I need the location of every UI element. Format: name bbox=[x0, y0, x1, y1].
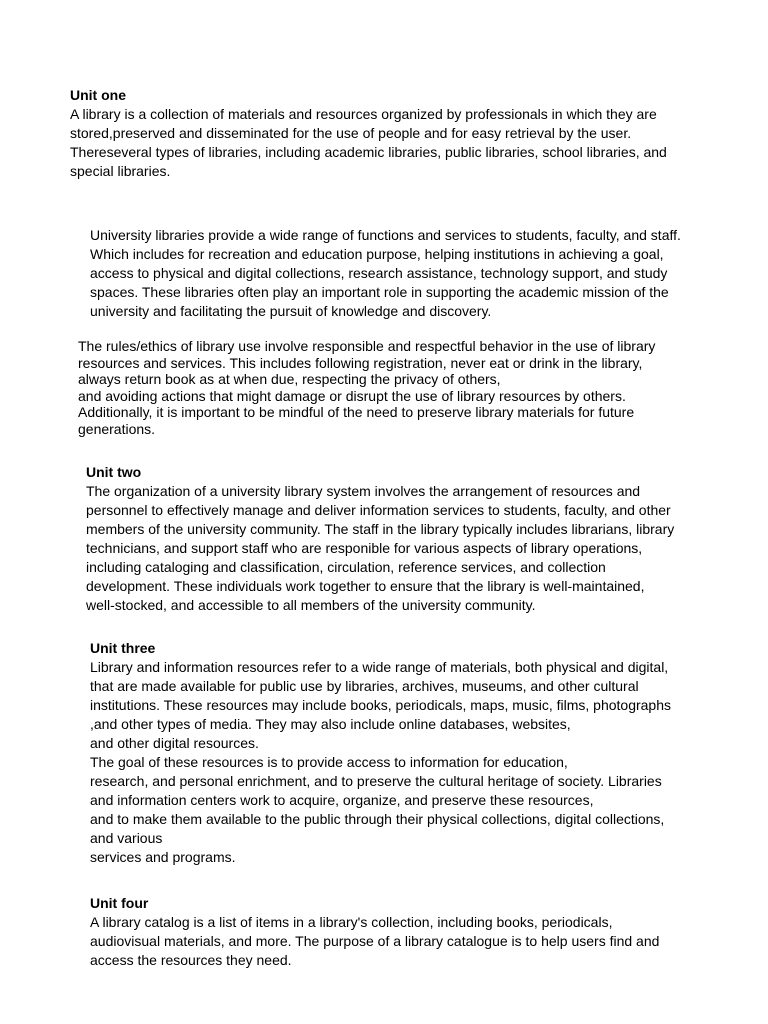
section-library-rules bbox=[78, 338, 655, 437]
section-unit-four bbox=[90, 894, 659, 970]
paragraph-line: institutions. These resources may include books, periodicals, maps, music, films, photographs bbox=[90, 697, 672, 713]
paragraph-line: personnel to effectively manage and deliver information services to students, faculty, and other bbox=[86, 502, 671, 518]
paragraph-line: university and facilitating the pursuit of knowledge and discovery. bbox=[90, 303, 492, 319]
paragraph-line: and other digital resources. bbox=[90, 735, 259, 751]
paragraph-line: access the resources they need. bbox=[90, 952, 292, 968]
paragraph-line: The organization of a university library system involves the arrangement of resources and bbox=[86, 483, 641, 499]
paragraph-line: stored,preserved and disseminated for the use of people and for easy retrieval by the user. bbox=[70, 125, 632, 141]
section-unit-two bbox=[86, 463, 674, 615]
section-heading: Unit three bbox=[90, 640, 156, 656]
paragraph-line: ,and other types of media. They may also include online databases, websites, bbox=[90, 716, 571, 732]
paragraph-line: generations. bbox=[78, 420, 156, 437]
paragraph-line: A library is a collection of materials and resources organized by professionals in which they are bbox=[70, 106, 657, 122]
section-unit-three bbox=[90, 639, 671, 867]
paragraph-line: research, and personal enrichment, and to preserve the cultural heritage of society. Libraries bbox=[90, 773, 662, 789]
section-heading: Unit two bbox=[86, 464, 142, 480]
paragraph-line: and various bbox=[90, 830, 163, 846]
section-heading: Unit one bbox=[70, 87, 126, 103]
paragraph-line: well-stocked, and accessible to all members of the university community. bbox=[86, 597, 536, 613]
paragraph-line: that are made available for public use by libraries, archives, museums, and other cultural bbox=[90, 678, 639, 694]
section-unit-one bbox=[70, 86, 667, 181]
paragraph-line: Library and information resources refer to a wide range of materials, both physical and digital, bbox=[90, 659, 669, 675]
section-heading: Unit four bbox=[90, 895, 149, 911]
paragraph-line: University libraries provide a wide range of functions and services to students, faculty, and staff. bbox=[90, 227, 681, 243]
paragraph-line: and information centers work to acquire, organize, and preserve these resources, bbox=[90, 792, 594, 808]
paragraph-line: always return book as at when due, respecting the privacy of others, bbox=[78, 371, 501, 387]
paragraph-line: and to make them available to the public through their physical collections, digital collections, bbox=[90, 811, 665, 827]
paragraph-line: The goal of these resources is to provide access to information for education, bbox=[90, 754, 568, 770]
paragraph-line: spaces. These libraries often play an important role in supporting the academic mission of the bbox=[90, 284, 669, 300]
paragraph-line: members of the university community. The staff in the library typically includes librarians, library bbox=[86, 521, 675, 537]
paragraph-line: The rules/ethics of library use involve responsible and respectful behavior in the use of library bbox=[78, 338, 656, 354]
paragraph-line: technicians, and support staff who are responible for various aspects of library operations, bbox=[86, 540, 643, 556]
paragraph-line: audiovisual materials, and more. The purpose of a library catalogue is to help users find and bbox=[90, 933, 660, 949]
section-university-libraries bbox=[90, 226, 681, 321]
paragraph-line: Thereseveral types of libraries, including academic libraries, public libraries, school libraries, and bbox=[70, 144, 667, 160]
paragraph-line: Additionally, it is important to be mindful of the need to preserve library materials for future bbox=[78, 404, 635, 420]
paragraph-line: Which includes for recreation and education purpose, helping institutions in achieving a goal, bbox=[90, 246, 664, 262]
paragraph-line: development. These individuals work together to ensure that the library is well-maintained, bbox=[86, 578, 645, 594]
paragraph-line: access to physical and digital collections, research assistance, technology support, and study bbox=[90, 265, 668, 281]
paragraph-line: resources and services. This includes following registration, never eat or drink in the library, bbox=[78, 354, 643, 371]
paragraph-line: A library catalog is a list of items in a library's collection, including books, periodicals, bbox=[90, 914, 613, 930]
paragraph-line: services and programs. bbox=[90, 849, 236, 865]
paragraph-line: and avoiding actions that might damage or disrupt the use of library resources by others. bbox=[78, 387, 626, 404]
paragraph-line: including cataloging and classification, circulation, reference services, and collection bbox=[86, 559, 606, 575]
paragraph-line: special libraries. bbox=[70, 163, 171, 179]
